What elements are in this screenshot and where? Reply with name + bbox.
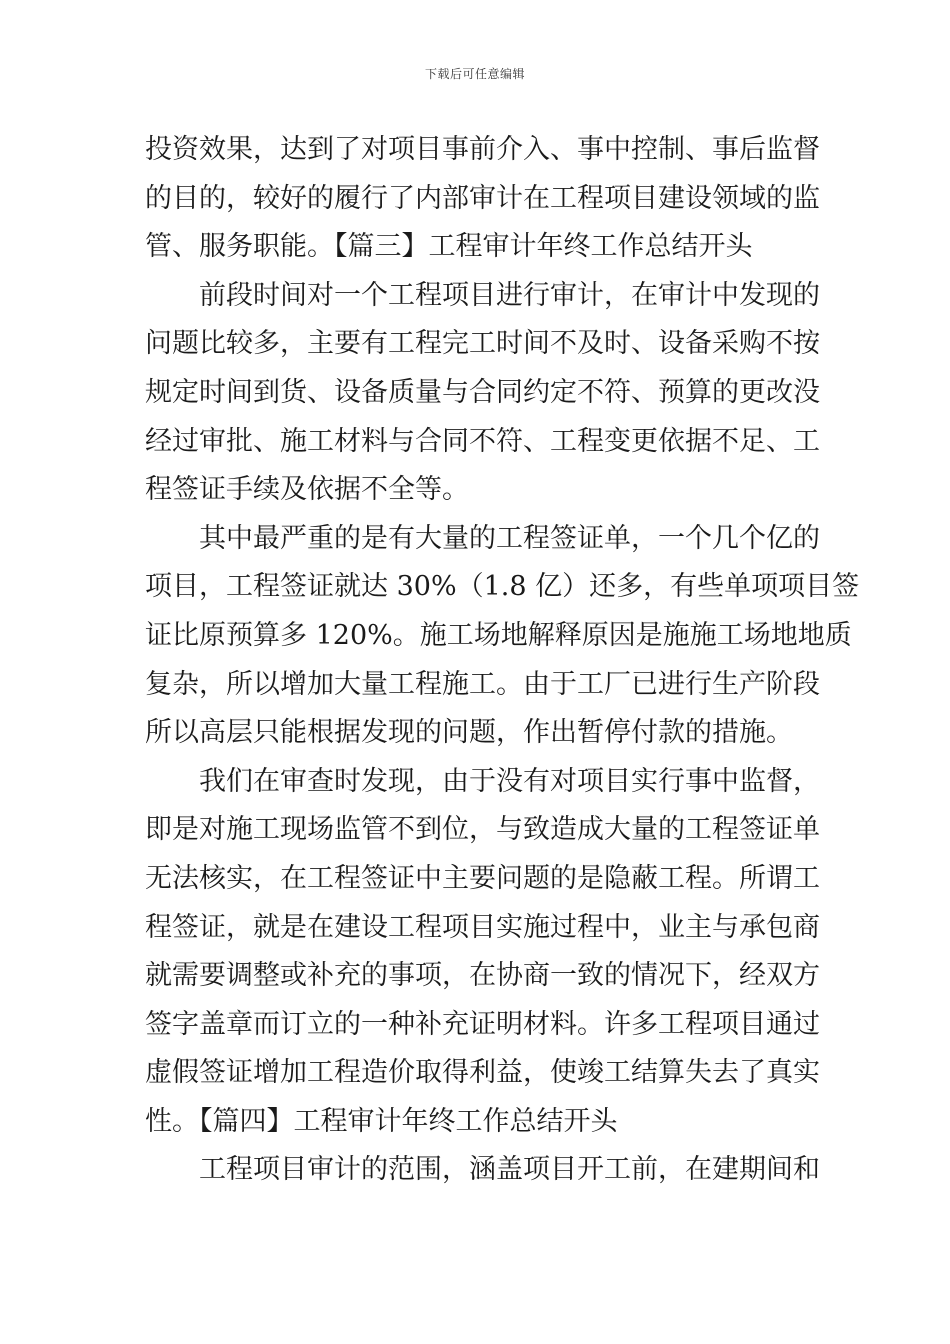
text-line: 复杂，所以增加大量工程施工。由于工厂已进行生产阶段 [145, 668, 820, 700]
text-line: 项目，工程签证就达 30%（1.8 亿）还多，有些单项项目签 [145, 571, 860, 603]
text-line: 程签证手续及依据不全等。 [145, 474, 469, 506]
paragraph-first-line: 工程项目审计的范围，涵盖项目开工前，在建期间和 [199, 1154, 820, 1186]
text-line: 经过审批、施工材料与合同不符、工程变更依据不足、工 [145, 425, 820, 457]
text-line: 无法核实，在工程签证中主要问题的是隐蔽工程。所谓工 [145, 862, 820, 894]
text-line: 的目的，较好的履行了内部审计在工程项目建设领域的监 [145, 182, 820, 214]
paragraph-first-line: 前段时间对一个工程项目进行审计，在审计中发现的 [199, 279, 820, 311]
text-line: 就需要调整或补充的事项，在协商一致的情况下，经双方 [145, 960, 820, 992]
text-line: 即是对施工现场监管不到位，与致造成大量的工程签证单 [145, 814, 820, 846]
text-line: 所以高层只能根据发现的问题，作出暂停付款的措施。 [145, 717, 793, 749]
text-line: 性。【篇四】工程审计年终工作总结开头 [145, 1105, 618, 1137]
text-line: 虚假签证增加工程造价取得利益，使竣工结算失去了真实 [145, 1057, 820, 1089]
paragraph-first-line: 我们在审查时发现，由于没有对项目实行事中监督， [199, 765, 820, 797]
text-line: 签字盖章而订立的一种补充证明材料。许多工程项目通过 [145, 1008, 820, 1040]
text-line: 程签证，就是在建设工程项目实施过程中，业主与承包商 [145, 911, 820, 943]
text-line: 规定时间到货、设备质量与合同约定不符、预算的更改没 [145, 376, 820, 408]
text-line: 投资效果，达到了对项目事前介入、事中控制、事后监督 [145, 134, 820, 165]
text-line: 问题比较多，主要有工程完工时间不及时、设备采购不按 [145, 328, 820, 360]
paragraph-first-line: 其中最严重的是有大量的工程签证单，一个几个亿的 [199, 522, 820, 554]
document-body [145, 130, 860, 1199]
page-header: 下载后可任意编辑 [424, 67, 525, 81]
text-line: 证比原预算多 120%。施工场地解释原因是施施工场地地质 [145, 619, 852, 651]
text-line: 管、服务职能。【篇三】工程审计年终工作总结开头 [145, 231, 753, 263]
